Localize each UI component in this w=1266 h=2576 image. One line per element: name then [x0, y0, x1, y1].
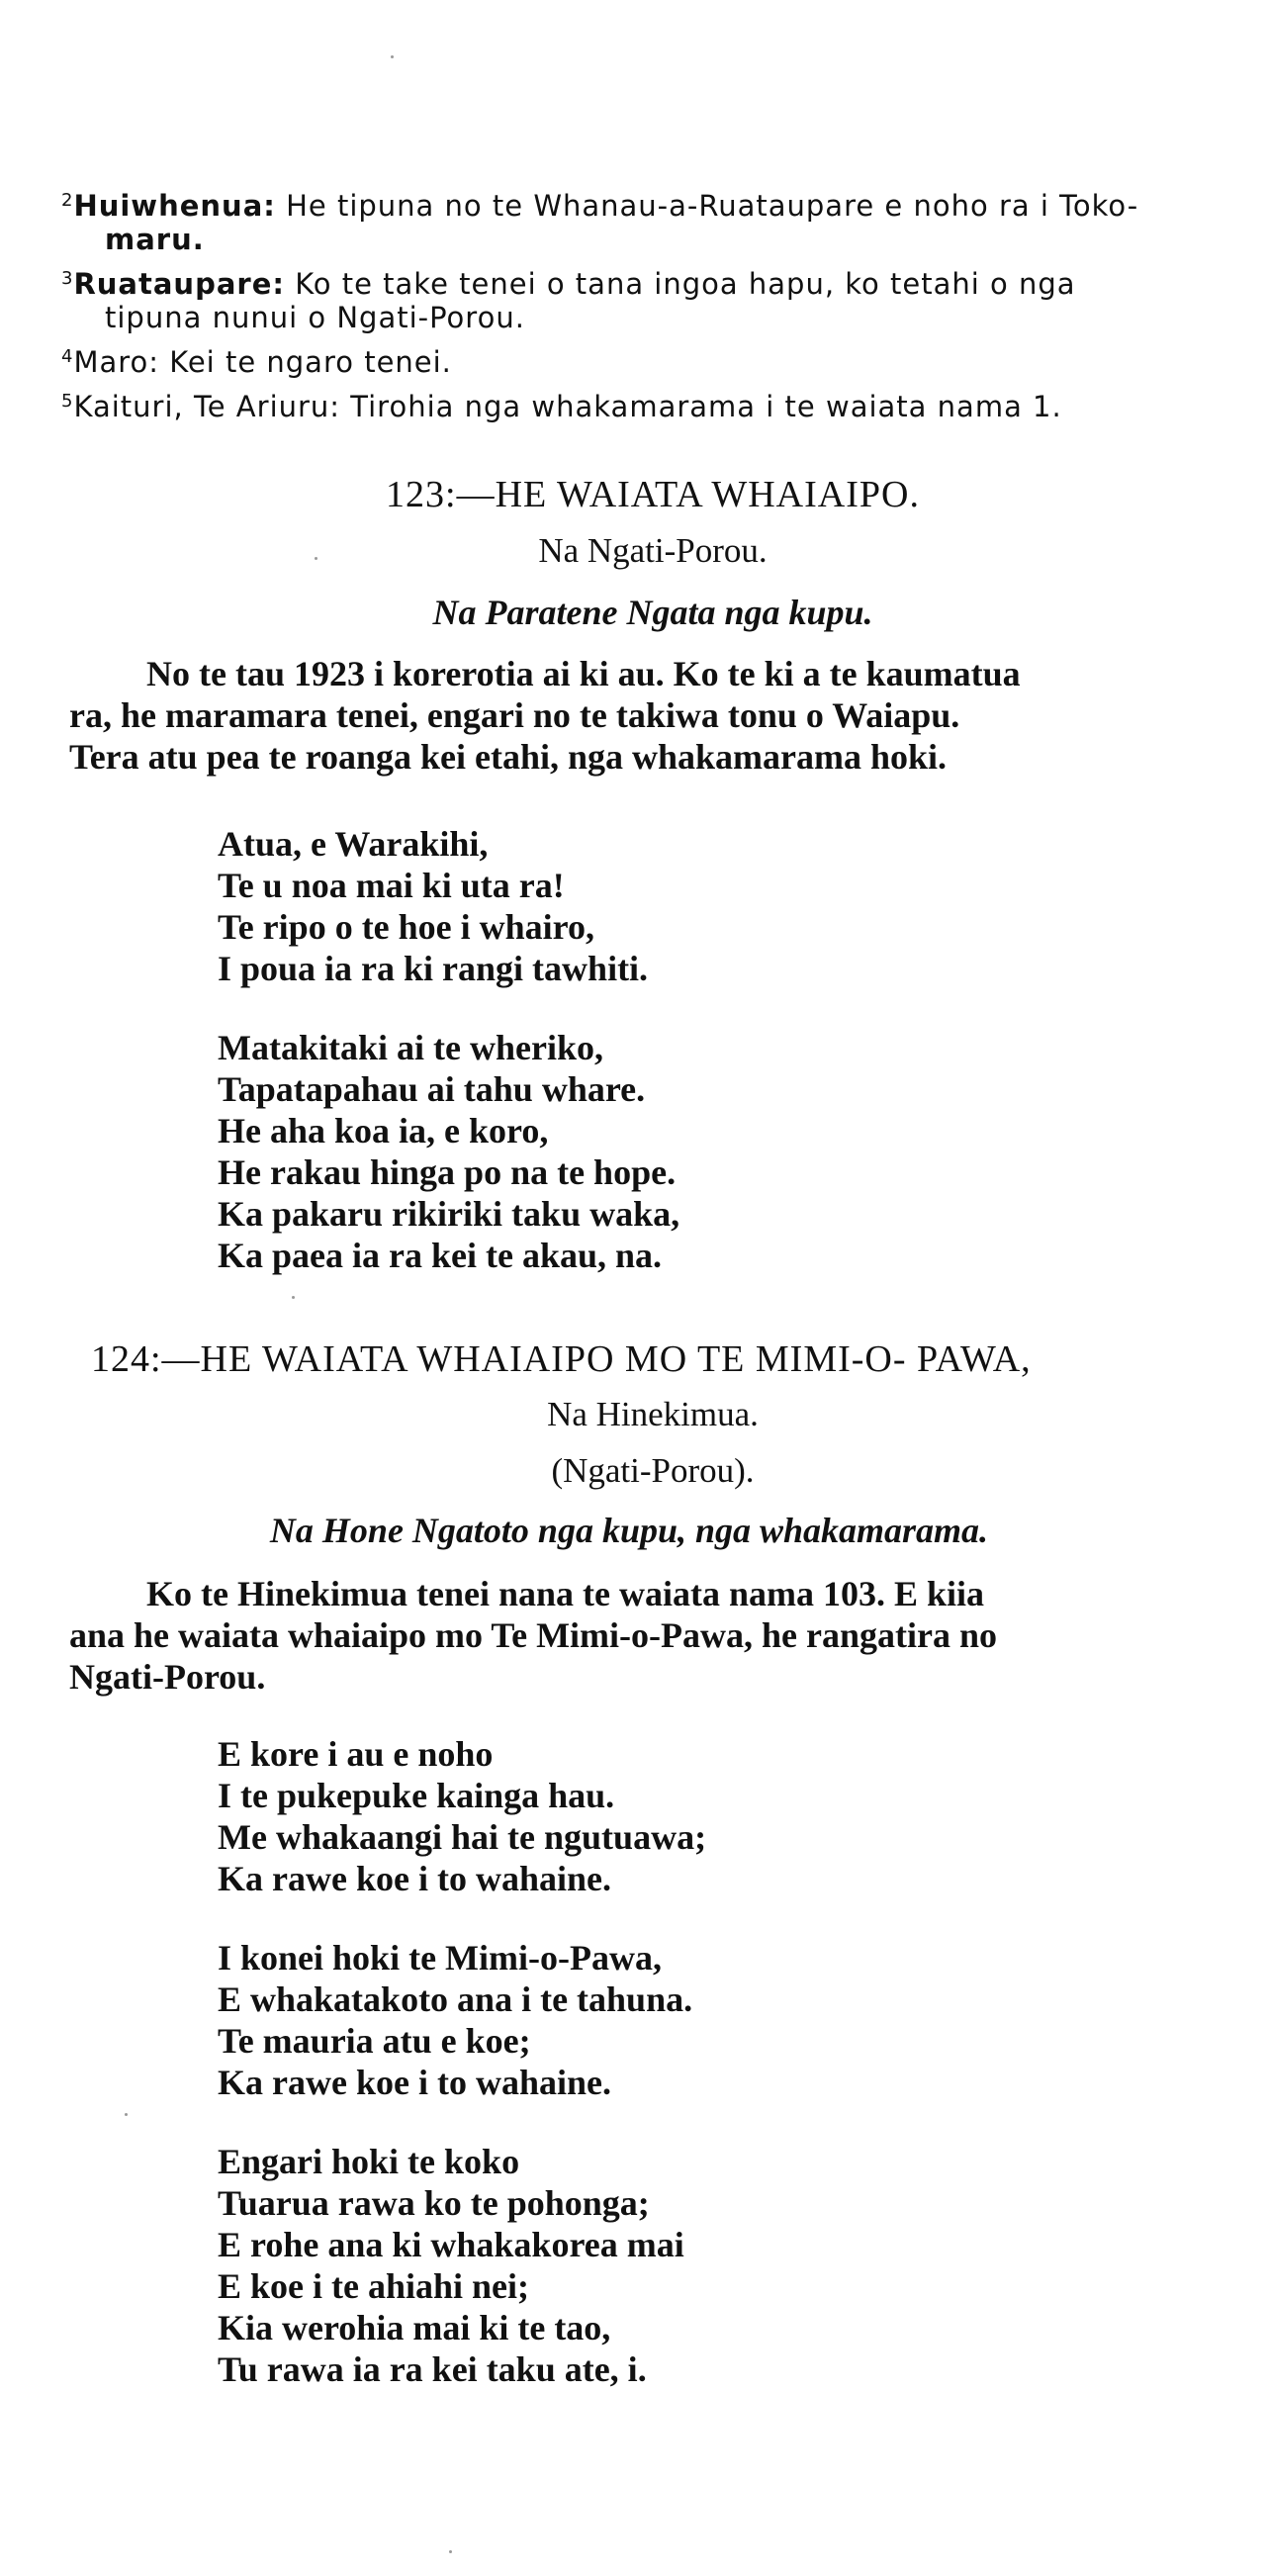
verse-line: He rakau hinga po na te hope.	[218, 1152, 677, 1192]
footnote-term: Huiwhenua:	[73, 189, 276, 223]
footnote-text: Tirohia nga whakamarama i te waiata nama 1.	[350, 390, 1062, 423]
verse-line: Tuarua rawa ko te pohonga;	[218, 2183, 650, 2223]
verse-line: I poua ia ra ki rangi tawhiti.	[218, 949, 649, 988]
song-123-stanza-1	[218, 823, 648, 989]
footnote-text: He tipuna no te Whanau-a-Ruataupare e noho ra i Toko-	[286, 189, 1139, 223]
intro-line: ra, he maramara tenei, engari no te takiwa tonu o Waiapu.	[69, 695, 960, 735]
song-124-title: 124:—HE WAIATA WHAIAIPO MO TE MIMI-O- PAWA,	[91, 1338, 1032, 1380]
footnotes	[61, 184, 1266, 423]
verse-line: Engari hoki te koko	[218, 2142, 520, 2181]
song-123-title: 123:—HE WAIATA WHAIAIPO.	[386, 474, 920, 515]
verse-line: E kore i au e noho	[218, 1734, 494, 1774]
verse-line: Te mauria atu e koe;	[218, 2021, 531, 2061]
footnote-continuation: tipuna nunui o Ngati-Porou.	[105, 301, 525, 334]
song-124-stanza-1	[218, 1733, 706, 1899]
verse-line: Tu rawa ia ra kei taku ate, i.	[218, 2349, 647, 2389]
footnote-number: 5	[61, 391, 74, 412]
song-124-intro	[69, 1573, 1266, 1698]
footnote-2	[61, 184, 1266, 256]
verse-line: Ka rawe koe i to wahaine.	[218, 1859, 611, 1898]
scan-speck	[391, 55, 394, 58]
intro-line: Tera atu pea te roanga kei etahi, nga whakamarama hoki.	[69, 737, 948, 777]
footnote-number: 4	[61, 346, 74, 367]
verse-line: E whakatakoto ana i te tahuna.	[218, 1979, 693, 2019]
verse-line: Ka paea ia ra kei te akau, na.	[218, 1236, 663, 1275]
footnote-5	[61, 385, 1266, 423]
intro-line: Ko te Hinekimua tenei nana te waiata nama 103. E kiia	[146, 1574, 985, 1613]
footnote-text: Ko te take tenei o tana ingoa hapu, ko tetahi o nga	[295, 267, 1076, 301]
intro-line: No te tau 1923 i korerotia ai ki au. Ko te ki a te kaumatua	[146, 654, 1021, 693]
intro-line: Ngati-Porou.	[69, 1657, 266, 1697]
verse-line: Matakitaki ai te wheriko,	[218, 1028, 603, 1067]
footnote-number: 3	[61, 268, 74, 289]
verse-line: I te pukepuke kainga hau.	[218, 1776, 615, 1815]
song-123-intro	[69, 653, 1266, 778]
song-123-stanza-2	[218, 1027, 679, 1276]
footnote-4	[61, 340, 1266, 379]
song-124-stanza-3	[218, 2141, 684, 2390]
verse-line: Te ripo o te hoe i whairo,	[218, 907, 595, 947]
intro-line: ana he waiata whaiaipo mo Te Mimi-o-Pawa, he rangatira no	[69, 1615, 998, 1655]
verse-line: Me whakaangi hai te ngutuawa;	[218, 1817, 707, 1857]
footnote-number: 2	[61, 190, 74, 211]
scan-speck	[449, 2550, 452, 2553]
verse-line: Tapatapahau ai tahu whare.	[218, 1069, 646, 1109]
footnote-term: Ruataupare:	[73, 267, 285, 301]
verse-line: Te u noa mai ki uta ra!	[218, 866, 565, 905]
footnote-term: Kaituri, Te Ariuru:	[73, 390, 341, 423]
song-123-source: Na Ngati-Porou.	[538, 531, 768, 570]
song-123-author: Na Paratene Ngata nga kupu.	[432, 593, 873, 632]
footnote-term: Maro:	[73, 345, 160, 379]
song-124-stanza-2	[218, 1937, 692, 2103]
song-124-source: Na Hinekimua.	[547, 1395, 759, 1433]
footnote-text: Kei te ngaro tenei.	[169, 345, 452, 379]
footnote-3	[61, 262, 1266, 334]
song-124-tribe: (Ngati-Porou).	[551, 1451, 755, 1490]
song-124-author: Na Hone Ngatoto nga kupu, nga whakamarama.	[269, 1511, 989, 1550]
footnote-continuation: maru.	[105, 223, 205, 256]
verse-line: He aha koa ia, e koro,	[218, 1111, 549, 1150]
verse-line: Kia werohia mai ki te tao,	[218, 2308, 611, 2347]
verse-line: E rohe ana ki whakakorea mai	[218, 2225, 684, 2264]
verse-line: I konei hoki te Mimi-o-Pawa,	[218, 1938, 662, 1978]
verse-line: Atua, e Warakihi,	[218, 824, 489, 864]
verse-line: Ka pakaru rikiriki taku waka,	[218, 1194, 680, 1234]
scan-speck	[292, 1296, 295, 1299]
verse-line: E koe i te ahiahi nei;	[218, 2266, 530, 2306]
verse-line: Ka rawe koe i to wahaine.	[218, 2063, 611, 2102]
scan-speck	[125, 2113, 128, 2116]
